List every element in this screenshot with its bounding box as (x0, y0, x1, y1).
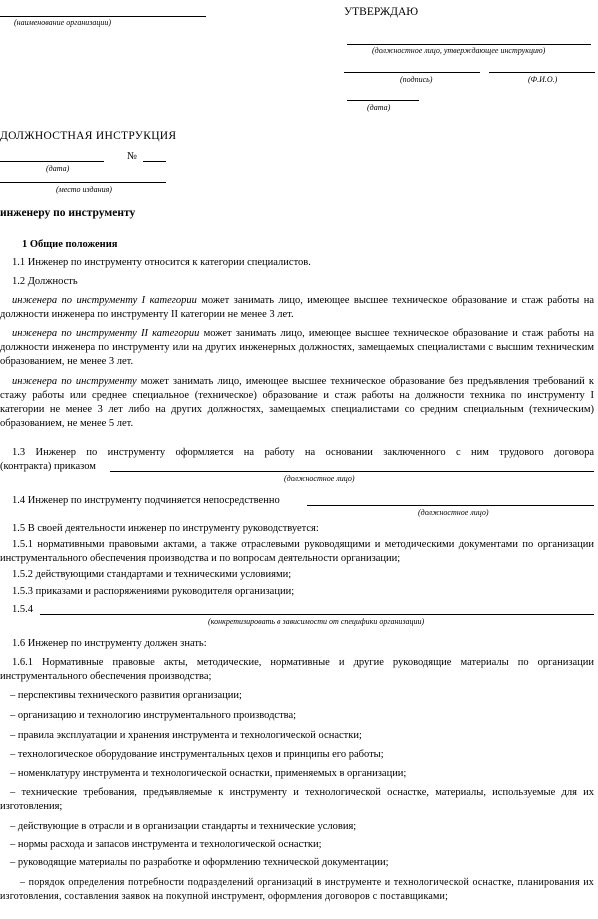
number-sign: № (127, 151, 138, 162)
knowledge-item: – правила эксплуатации и хранения инструмента и технологической оснастки; (10, 730, 362, 741)
category-2-paragraph (0, 327, 594, 369)
category-2-text: может занимать лицо, имеющее высшее техническое образование и стаж работы на должности инженера по инструменту или на других инженерных должностях, замещаемых специалистами с высшим техническим образованием, не менее 3 лет. (0, 328, 594, 367)
knowledge-item: – перспективы технического развития организации; (10, 690, 242, 701)
org-name-line (0, 16, 206, 17)
category-0-title: инженера по инструменту (12, 376, 137, 387)
category-1-text: может занимать лицо, имеющее высшее техническое образование и стаж работы на должности инженера по инструменту II категории не менее 3 лет. (0, 295, 594, 320)
specifics-line (40, 614, 594, 615)
category-2-title: инженера по инструменту II категории (12, 328, 200, 339)
place-line (0, 182, 166, 183)
order-official-caption: (должностное лицо) (284, 474, 355, 483)
paragraph-1-5-1: 1.5.1 нормативными правовыми актами, а также отраслевыми руководящими и методическими документами по организации инструментального обеспечения производства и по вопросам деятельности организации; (0, 539, 594, 564)
paragraph-1-3-line2: (контракта) приказом (0, 461, 96, 472)
document-title: ДОЛЖНОСТНАЯ ИНСТРУКЦИЯ (0, 130, 177, 142)
approve-title: УТВЕРЖДАЮ (344, 6, 419, 18)
paragraph-1-3-line1: 1.3 Инженер по инструменту оформляется на работу на основании заключенного с ним трудового договора (12, 447, 594, 458)
approve-date-line (347, 100, 419, 101)
knowledge-item: – организацию и технологию инструментального производства; (10, 710, 297, 721)
fio-line (489, 72, 595, 73)
category-0-paragraph (0, 375, 594, 431)
paragraph-1-5-2: 1.5.2 действующими стандартами и техническими условиями; (12, 569, 292, 580)
paragraph-1-5: 1.5 В своей деятельности инженер по инструменту руководствуется: (12, 523, 319, 534)
paragraph-1-6-1: 1.6.1 Нормативные правовые акты, методические, нормативные и другие руководящие материалы по организации инструментального обеспечения производства; (0, 657, 594, 682)
paragraph-1-6: 1.6 Инженер по инструменту должен знать: (12, 638, 207, 649)
category-1-title: инженера по инструменту I категории (12, 295, 197, 306)
knowledge-item: – действующие в отрасли и в организации стандарты и технические условия; (10, 821, 357, 832)
signature-caption: (подпись) (400, 75, 433, 84)
approver-position-caption: (должностное лицо, утверждающее инструкцию) (372, 46, 546, 55)
org-name-caption: (наименование организации) (14, 18, 112, 27)
superior-caption: (должностное лицо) (418, 508, 489, 517)
document-subject: инженеру по инструменту (0, 207, 136, 219)
knowledge-item: – руководящие материалы по разработке и оформлению технической документации; (10, 857, 389, 868)
approve-date-caption: (дата) (367, 103, 391, 112)
paragraph-1-4: 1.4 Инженер по инструменту подчиняется непосредственно (12, 495, 280, 506)
section-heading: 1 Общие положения (22, 239, 118, 250)
category-1-paragraph (0, 294, 594, 322)
knowledge-item-requirements: – технические требования, предъявляемые к инструменту и технологической оснастке, материалы, используемые для их изготовления; (0, 787, 594, 812)
knowledge-item-demand: – порядок определения потребности подразделений организаций в инструменте и технологической оснастке, планирования их изготовления, составления заявок на покупной инструмент, оформления договоров с поставщиками; (0, 877, 594, 902)
knowledge-item: – номенклатуру инструмента и технологической оснастки, применяемых в организации; (10, 768, 407, 779)
approver-position-line (347, 44, 591, 45)
doc-date-line (0, 161, 104, 162)
category-0-text: может занимать лицо, имеющее высшее техническое образование без предъявления требований к стажу работы или среднее специальное (техническое) образование и стаж работы на должности техника по инструменту I категории не менее 3 лет либо на других должностях, замещаемых специалистами со средним специальным (техническим) образованием, не менее 5 лет. (0, 376, 594, 429)
place-caption: (место издания) (56, 185, 112, 194)
paragraph-1-2: 1.2 Должность (12, 276, 78, 287)
signature-line (344, 72, 480, 73)
paragraph-1-5-4: 1.5.4 (12, 604, 33, 615)
paragraph-1-1: 1.1 Инженер по инструменту относится к категории специалистов. (12, 257, 311, 268)
knowledge-item: – технологическое оборудование инструментальных цехов и принципы его работы; (10, 749, 384, 760)
superior-line (307, 505, 594, 506)
doc-number-line (143, 161, 166, 162)
specifics-caption: (конкретизировать в зависимости от специфики организации) (208, 617, 425, 626)
fio-caption: (Ф.И.О.) (528, 75, 558, 84)
doc-date-caption: (дата) (46, 164, 70, 173)
knowledge-item: – нормы расхода и запасов инструмента и технологической оснастки; (10, 839, 322, 850)
paragraph-1-5-3: 1.5.3 приказами и распоряжениями руководителя организации; (12, 586, 295, 597)
order-official-line (110, 471, 594, 472)
